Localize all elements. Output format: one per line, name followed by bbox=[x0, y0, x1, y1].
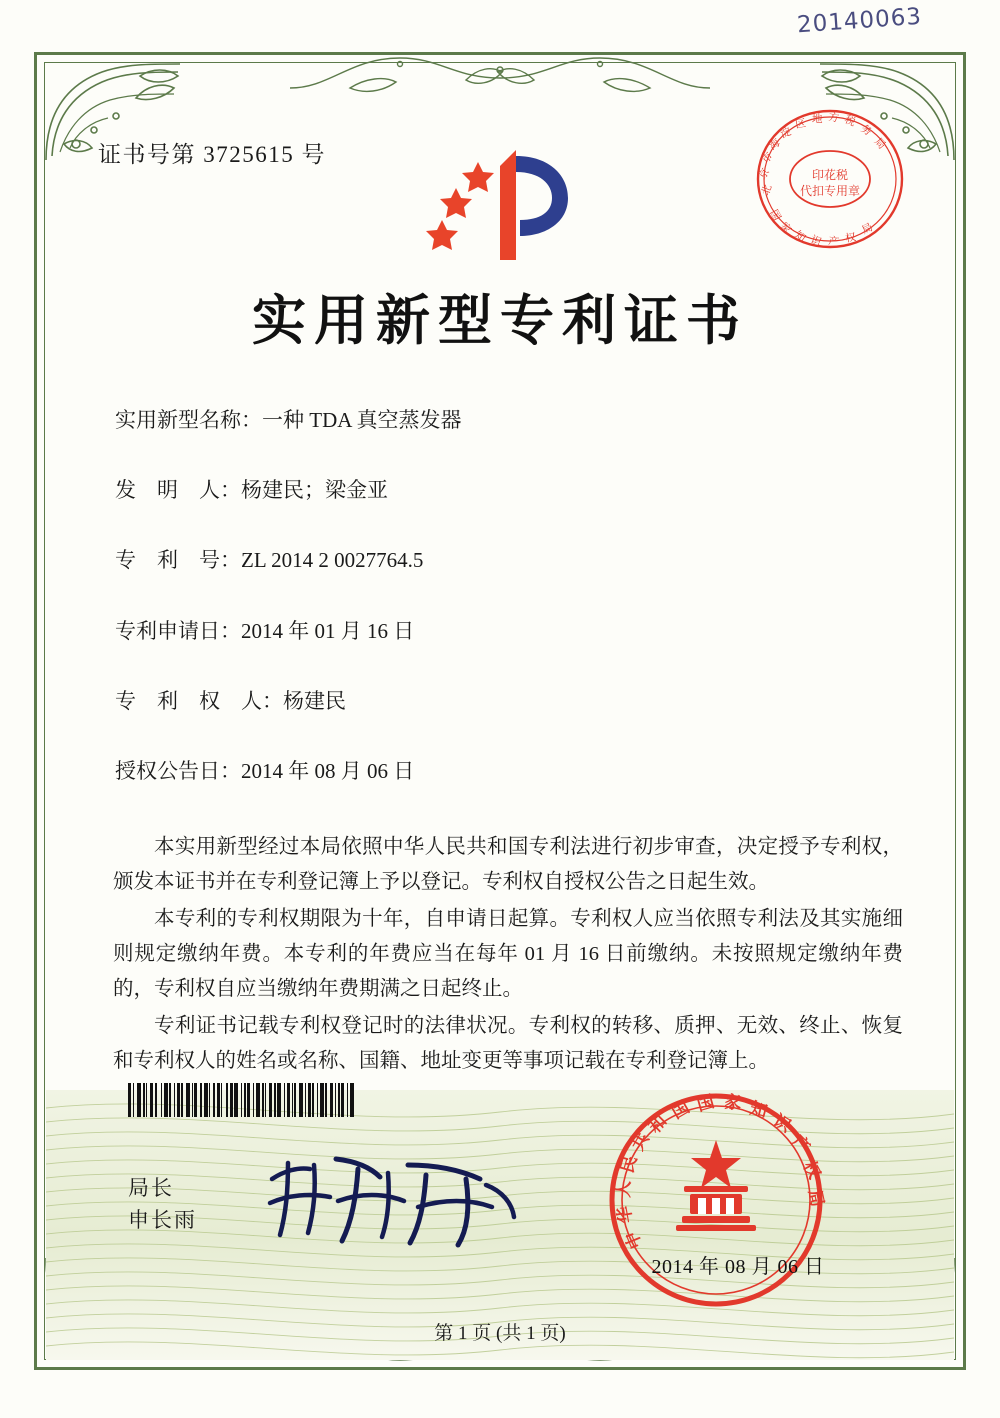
svg-text:人: 人 bbox=[614, 1180, 635, 1199]
svg-text:识: 识 bbox=[769, 1111, 795, 1137]
field-value: 杨建民；梁金亚 bbox=[241, 478, 388, 503]
field-label: 专 利 号： bbox=[115, 548, 241, 573]
svg-text:区: 区 bbox=[794, 117, 807, 131]
svg-text:华: 华 bbox=[614, 1204, 637, 1225]
barcode bbox=[128, 1083, 390, 1117]
certificate-number: 证书号第 3725615 号 bbox=[98, 142, 326, 167]
field-label: 实用新型名称： bbox=[115, 408, 262, 432]
svg-text:市: 市 bbox=[759, 150, 776, 167]
svg-text:京: 京 bbox=[756, 166, 773, 182]
svg-text:代扣专用章: 代扣专用章 bbox=[799, 184, 861, 198]
svg-text:局: 局 bbox=[804, 1187, 828, 1209]
svg-text:家: 家 bbox=[777, 220, 794, 236]
field-row-utility-model-name bbox=[115, 408, 905, 433]
svg-text:权: 权 bbox=[844, 231, 857, 245]
svg-text:方: 方 bbox=[827, 111, 840, 125]
legal-paragraph-1: 本实用新型经过本局依照中华人民共和国专利法进行初步审查，决定授予专利权，颁发本证书并在专利登记簿上予以登记。专利权自授权公告之日起生效。 bbox=[113, 836, 903, 893]
svg-text:产: 产 bbox=[787, 1131, 814, 1158]
field-value: 2014 年 01 月 16 日 bbox=[241, 618, 415, 643]
svg-text:局: 局 bbox=[871, 135, 888, 152]
director-title: 局长 bbox=[128, 1176, 174, 1200]
svg-text:权: 权 bbox=[798, 1157, 825, 1183]
svg-text:知: 知 bbox=[792, 228, 808, 245]
field-label: 发 明 人： bbox=[115, 478, 241, 503]
top-center-ornament-icon bbox=[290, 48, 710, 94]
svg-text:知: 知 bbox=[747, 1098, 770, 1123]
page-number-footer: 第 1 页 (共 1 页) bbox=[434, 1323, 566, 1344]
field-value: 杨建民 bbox=[283, 688, 346, 713]
field-label: 授权公告日： bbox=[115, 758, 241, 783]
svg-text:税: 税 bbox=[842, 113, 858, 129]
field-row-patent-number bbox=[115, 548, 905, 573]
director-name: 申长雨 bbox=[128, 1208, 197, 1232]
svg-text:国: 国 bbox=[767, 207, 783, 223]
tax-stamp-seal bbox=[746, 100, 914, 258]
svg-text:国: 国 bbox=[668, 1097, 694, 1124]
director-signature-label bbox=[128, 1172, 197, 1236]
svg-text:局: 局 bbox=[860, 221, 875, 237]
sipo-logo-icon bbox=[416, 142, 584, 274]
field-list bbox=[115, 408, 905, 829]
svg-text:家: 家 bbox=[724, 1093, 741, 1113]
field-value: 一种 TDA 真空蒸发器 bbox=[262, 408, 462, 432]
field-value: 2014 年 08 月 06 日 bbox=[241, 758, 415, 783]
field-row-grant-announcement-date bbox=[115, 759, 905, 784]
field-row-patentee bbox=[115, 689, 905, 714]
field-label: 专 利 权 人： bbox=[115, 688, 283, 713]
field-row-inventor bbox=[115, 478, 905, 503]
legal-paragraph-2: 本专利的专利权期限为十年，自申请日起算。专利权人应当依照专利法及其实施细则规定缴纳年费。本专利的年费应当在每年 01 月 16 日前缴纳。未按照规定缴纳年费的，专利权自应当缴纳年费期满之日起终止。 bbox=[113, 908, 903, 1000]
svg-text:识: 识 bbox=[808, 233, 824, 249]
legal-text-block bbox=[113, 830, 903, 1081]
field-value: ZL 2014 2 0027764.5 bbox=[241, 548, 424, 573]
svg-text:海: 海 bbox=[766, 136, 783, 153]
svg-text:印花税: 印花税 bbox=[811, 168, 849, 182]
svg-text:和: 和 bbox=[645, 1111, 672, 1138]
svg-text:产: 产 bbox=[827, 235, 840, 249]
seal-issue-date: 2014 年 08 月 06 日 bbox=[651, 1256, 825, 1278]
svg-text:国: 国 bbox=[694, 1091, 717, 1116]
svg-text:北: 北 bbox=[759, 183, 775, 198]
legal-paragraph-3: 专利证书记载专利权登记时的法律状况。专利权的转移、质押、无效、终止、恢复和专利权人的姓名或名称、国籍、地址变更等事项记载在专利登记簿上。 bbox=[113, 1015, 903, 1072]
page-title: 实用新型专利证书 bbox=[252, 288, 748, 352]
svg-text:务: 务 bbox=[858, 122, 874, 139]
svg-text:中: 中 bbox=[621, 1228, 647, 1252]
svg-text:民: 民 bbox=[617, 1153, 642, 1176]
svg-text:共: 共 bbox=[628, 1129, 654, 1155]
svg-text:淀: 淀 bbox=[778, 125, 793, 141]
handwritten-archive-number: 20140063 bbox=[796, 3, 923, 39]
field-label: 专利申请日： bbox=[115, 618, 241, 643]
svg-text:地: 地 bbox=[812, 113, 823, 125]
director-handwritten-signature bbox=[258, 1145, 528, 1250]
field-row-application-date bbox=[115, 619, 905, 644]
